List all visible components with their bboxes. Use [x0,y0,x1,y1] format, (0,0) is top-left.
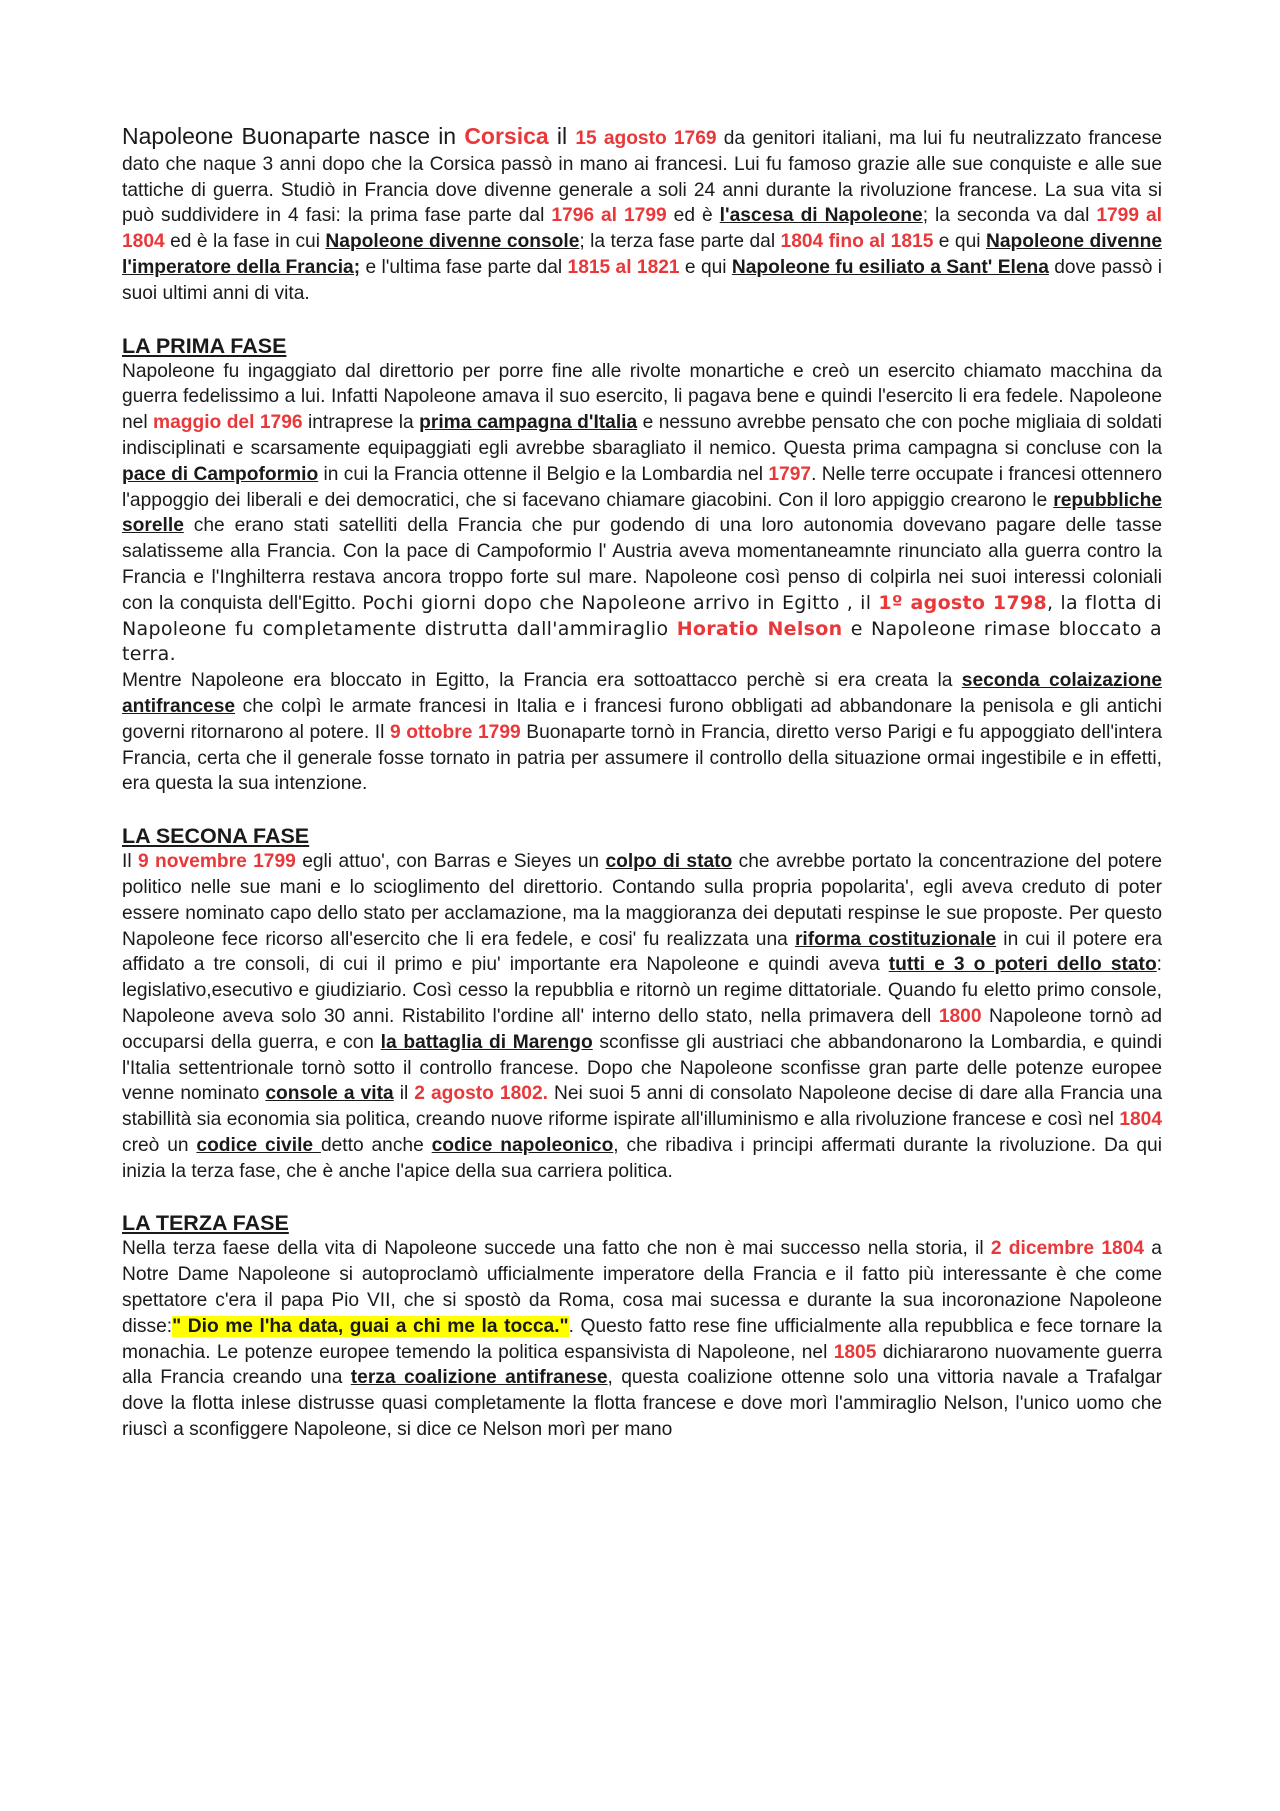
highlighted-text: prima campagna d'Italia [419,412,638,434]
highlighted-text: codice napoleonico [431,1134,614,1156]
text-run: Napoleone Buonaparte nasce in [122,123,465,149]
highlighted-text: 1796 al 1799 [551,205,667,227]
intro-paragraph [122,124,1162,307]
section-title-seconda-fase: LA SECONA FASE [122,824,310,849]
terza-fase-paragraph [122,1236,1162,1442]
seconda-fase-paragraph [122,849,1162,1184]
text-run: in cui la Francia ottenne il Belgio e la Lombardia nel [318,463,769,485]
highlighted-text: tutti e 3 o poteri dello stato [888,954,1157,976]
text-run: . Questo fatto rese fine ufficialmente alla repubblica e fece tornare la monachia. Le potenze europee temendo la politica espansivista di Napoleone, nel [122,1315,1162,1363]
text-run: da genitori italiani, ma lui fu neutralizzato francese dato che naque 3 anni dopo che la Corsica passò in mano ai francesi. Lui fu famoso grazie alle sue conquiste e alle sue tattiche di guerra. Studiò in Francia dove divenne generale a soli 24 anni durante la rivoluzione francese. La sua vita si può suddividere in 4 fasi: la prima fase parte dal [122,128,1163,227]
text-run: Napoleone tornò ad occuparsi della guerra, e con [122,1005,1162,1053]
highlighted-text: codice civile [196,1134,321,1156]
text-run: ed è la fase in cui [164,231,326,253]
highlighted-text: console a vita [265,1083,394,1105]
prima-fase-paragraph-2 [122,668,1162,797]
highlighted-text: 9 ottobre 1799 [390,721,521,743]
highlighted-text: 2 dicembre 1804 [990,1238,1145,1260]
highlighted-text: 1804 fino al 1815 [780,231,934,253]
text-run: Pochi giorni dopo che Napoleone arrivo in Egitto , il [362,591,879,614]
text-run: ; la terza fase parte dal [579,231,781,253]
highlighted-text: la battaglia di Marengo [380,1031,593,1053]
highlighted-text: pace di Campoformio [122,463,319,485]
spacer [122,797,1162,823]
text-run: Buonaparte tornò in Francia, diretto verso Parigi e fu appoggiato dell'intera Francia, certa che il generale fosse tornato in patria per assumere il controllo della situazione ormai ingestibile e in effetti, era questa la sua intenzione. [122,721,1162,795]
text-run: dove passò i suoi ultimi anni di vita. [122,256,1162,304]
text-run: e Napoleone rimase bloccato a terra. [122,617,1162,666]
text-run: Mentre Napoleone era bloccato in Egitto, la Francia era sottoattacco perchè si era creata la [122,670,962,692]
document-page [122,124,1162,1443]
highlighted-text: Napoleone fu esiliato a Sant' Elena [731,256,1049,278]
highlighted-text: 1797 [768,463,812,485]
text-run: e nessuno avrebbe pensato che con poche migliaia di soldati indisciplinati e scarsamente equipaggiati egli avrebbe sbaragliato il nemico. Questa prima campagna si concluse con la [122,412,1163,459]
text-run: egli attuo', con Barras e Sieyes un [295,851,606,873]
text-run: , questa coalizione ottenne solo una vittoria navale a Trafalgar dove la flotta inlese distrusse quasi completamente la flotta francese e dove morì l'ammiraglio Nelson, l'unico uomo che riuscì a sconfiggere Napoleone, si dice ce Nelson morì per mano [122,1367,1162,1441]
highlighted-text: Napoleone divenne l'imperatore della Francia; [122,231,1162,278]
text-run: sconfisse gli austriaci che abbandonarono la Lombardia, e quindi l'Italia settentrionale tornò sotto il controllo francese. Dopo che Napoleone sconfisse gran parte delle potenze europee venne nominato [122,1031,1162,1105]
text-run: Nei suoi 5 anni di consolato Napoleone decise di dare alla Francia una stabillità sia economia sia politica, creando nuove riforme ispirate all'illuminismo e alla rivoluzione francese e così nel [122,1083,1163,1131]
text-run: Nella terza faese della vita di Napoleone succede una fatto che non è mai successo nella storia, il [122,1238,991,1260]
text-run: creò un [122,1134,197,1156]
text-run: . Nelle terre occupate i francesi ottennero l'appoggio dei liberali e dei democratici, che si facevano chiamare giacobini. Con il loro appiggio crearono le [122,463,1162,511]
text-run: in cui il potere era affidato a tre consoli, di cui il primo e piu' importante era Napoleone e quindi aveva [122,928,1162,976]
text-run: Il [122,851,138,873]
highlighted-text: terza coalizione antifranese [350,1367,608,1389]
text-run: ed è [666,205,720,227]
text-run: : legislativo,esecutivo e giudiziario. Così cesso la repubblia e ritornò un regime dittatoriale. Quando fu eletto primo console, Napoleone aveva solo 30 anni. Ristabilito l'ordine all' interno dello stato, nella primavera dell [122,954,1163,1027]
highlighted-text: l'ascesa di Napoleone [719,205,923,227]
highlighted-text: maggio del 1796 [153,412,303,434]
highlighted-text: riforma costituzionale [794,928,997,950]
spacer [122,307,1162,333]
text-run: dichiararono nuovamente guerra alla Francia creando una [122,1341,1162,1389]
highlighted-text: 1804 [1119,1109,1162,1131]
highlighted-text: 1815 al 1821 [567,256,680,278]
text-run: che avrebbe portato la concentrazione del potere politico nelle sue mani e lo scioglimento del direttorio. Contando sulla propria popolarita', egli aveva creduto di poter essere nominato capo dello stato per acclamazione, ma la maggioranza dei deputati respinse le sue proposte. Per questo Napoleone fece ricorso all'esercito che li era fedele, e cosi' fu realizzata una [122,851,1163,950]
text-run: che erano stati satelliti della Francia che pur godendo di una loro autonomia dovevano pagare delle tasse salatisseme alla Francia. Con la pace di Campoformio l' Austria aveva momentaneamnte rinunciato alla guerra contro la Francia e l'Inghilterra restava ancora troppo forte sul mare. Napoleone così penso di colpirla nei suoi interessi coloniali con la conquista dell'Egitto. [122,515,1162,614]
text-run: il [548,123,576,149]
text-run: e qui [933,231,986,253]
text-run: e l'ultima fase parte dal [360,256,568,278]
text-run: Napoleone fu ingaggiato dal direttorio per porre fine alle rivolte monartiche e creò un esercito chiamato macchina da guerra fedelissimo a lui. Infatti Napoleone amava il suo esercito, li pagava bene e quindi l'esercito li era fedele. Napoleone nel [122,360,1162,434]
highlighted-text: colpo di stato [605,851,733,873]
highlighted-text: Napoleone divenne console [325,231,580,253]
highlighted-text: seconda colaizazione antifrancese [122,670,1162,717]
text-run: detto anche [320,1134,432,1156]
spacer [122,1184,1162,1210]
highlighted-text: repubbliche sorelle [122,489,1162,537]
highlighted-text: 1805 [833,1341,877,1363]
text-run: ; la seconda va dal [922,205,1097,227]
text-run: a Notre Dame Napoleone si autoproclamò ufficialmente imperatore della Francia e il fatto più interessante è che come spettatore c'era il papa Pio VII, che si spostò da Roma, cosa mai sucessa e durante la sua incoronazione Napoleone disse: [122,1238,1162,1337]
text-run: il [393,1083,415,1105]
text-run: , che ribadiva i principi affermati durante la rivoluzione. Da qui inizia la terza fase, che è anche l'apice della sua carriera politica. [122,1134,1162,1182]
prima-fase-paragraph-1 [122,359,1162,669]
highlighted-text: 15 agosto 1769 [575,128,717,149]
text-run: e qui [679,256,732,278]
highlighted-text: 1800 [938,1005,982,1027]
highlighted-text: 1º agosto 1798 [878,591,1048,614]
section-title-prima-fase: LA PRIMA FASE [122,333,287,358]
highlighted-text: 9 novembre 1799 [137,851,296,873]
highlighted-text: Horatio Nelson [676,617,843,640]
highlighted-text: 2 agosto 1802. [414,1083,548,1105]
highlighted-text: 1799 al 1804 [122,205,1163,253]
text-run: intraprese la [302,412,420,434]
highlighted-text: Corsica [464,123,549,149]
section-title-terza-fase: LA TERZA FASE [122,1211,289,1236]
text-run: , la flotta di Napoleone fu completamente distrutta dall'ammiraglio [122,591,1162,640]
text-run: che colpì le armate francesi in Italia e i francesi furono obbligati ad abbandonare la penisola e gli antichi governi ritornarono al potere. Il [122,695,1162,743]
highlighted-text: " Dio me l'ha data, guai a chi me la tocca." [172,1315,569,1337]
